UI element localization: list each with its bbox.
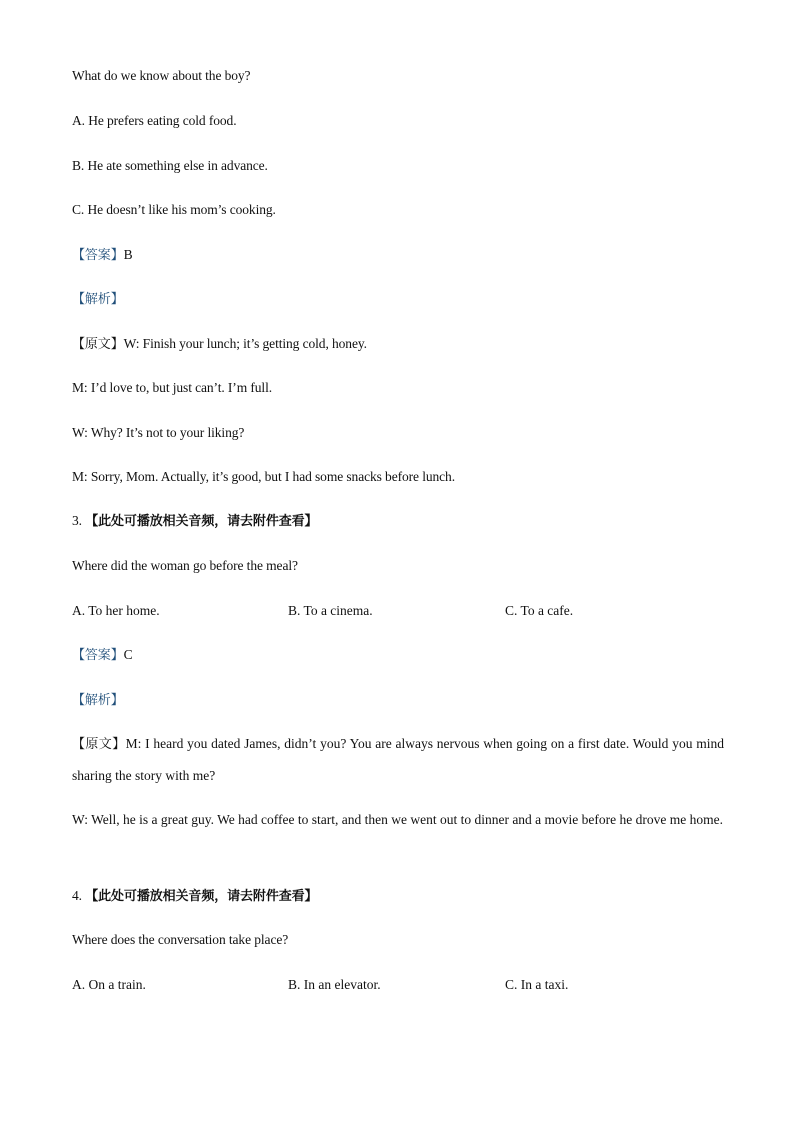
q2-transcript-line-4: M: Sorry, Mom. Actually, it’s good, but I had some snacks before lunch. xyxy=(72,469,455,484)
answer-value: B xyxy=(123,247,133,262)
audio-note: 【此处可播放相关音频，请去附件查看】 xyxy=(85,514,318,529)
q4-option-c: C. In a taxi. xyxy=(505,977,569,992)
q3-question: Where did the woman go before the meal? xyxy=(72,558,298,573)
q2-analysis xyxy=(72,290,124,309)
q2-option-c: C. He doesn’t like his mom’s cooking. xyxy=(72,202,276,217)
q2-transcript-line-3: W: Why? It’s not to your liking? xyxy=(72,425,245,440)
q3-option-c: C. To a cafe. xyxy=(505,603,574,618)
q2-transcript-line-1 xyxy=(72,335,367,354)
q3-heading xyxy=(72,512,317,531)
q2-answer xyxy=(72,246,133,265)
q3-option-b: B. To a cinema. xyxy=(288,603,373,618)
q2-option-b: B. He ate something else in advance. xyxy=(72,158,268,173)
answer-value: C xyxy=(123,647,133,662)
transcript-text: W: Finish your lunch; it’s getting cold, honey. xyxy=(123,336,367,351)
answer-label: 【答案】 xyxy=(72,648,124,663)
question-number: 4. xyxy=(72,888,82,903)
q2-option-a: A. He prefers eating cold food. xyxy=(72,113,237,128)
analysis-label: 【解析】 xyxy=(72,292,124,307)
q4-option-b: B. In an elevator. xyxy=(288,977,381,992)
q3-option-a: A. To her home. xyxy=(72,603,160,618)
audio-note: 【此处可播放相关音频，请去附件查看】 xyxy=(85,889,318,904)
q4-option-a: A. On a train. xyxy=(72,977,146,992)
q4-heading xyxy=(72,887,317,906)
transcript-text: M: I heard you dated James, didn’t you? You are always nervous when going on a first date. Would you mind sharing the story with me? xyxy=(72,736,724,783)
q3-transcript-para-1 xyxy=(72,728,724,791)
analysis-label: 【解析】 xyxy=(72,693,124,708)
q3-transcript-para-2: W: Well, he is a great guy. We had coffee to start, and then we went out to dinner and a movie before he drove me home. xyxy=(72,812,723,827)
q3-analysis xyxy=(72,691,124,710)
q2-question: What do we know about the boy? xyxy=(72,68,251,83)
q3-answer xyxy=(72,646,133,665)
original-text-label: 【原文】 xyxy=(72,337,124,352)
original-text-label: 【原文】 xyxy=(72,737,126,752)
q4-question: Where does the conversation take place? xyxy=(72,932,289,947)
question-number: 3. xyxy=(72,513,82,528)
q2-transcript-line-2: M: I’d love to, but just can’t. I’m full. xyxy=(72,380,272,395)
answer-label: 【答案】 xyxy=(72,248,124,263)
